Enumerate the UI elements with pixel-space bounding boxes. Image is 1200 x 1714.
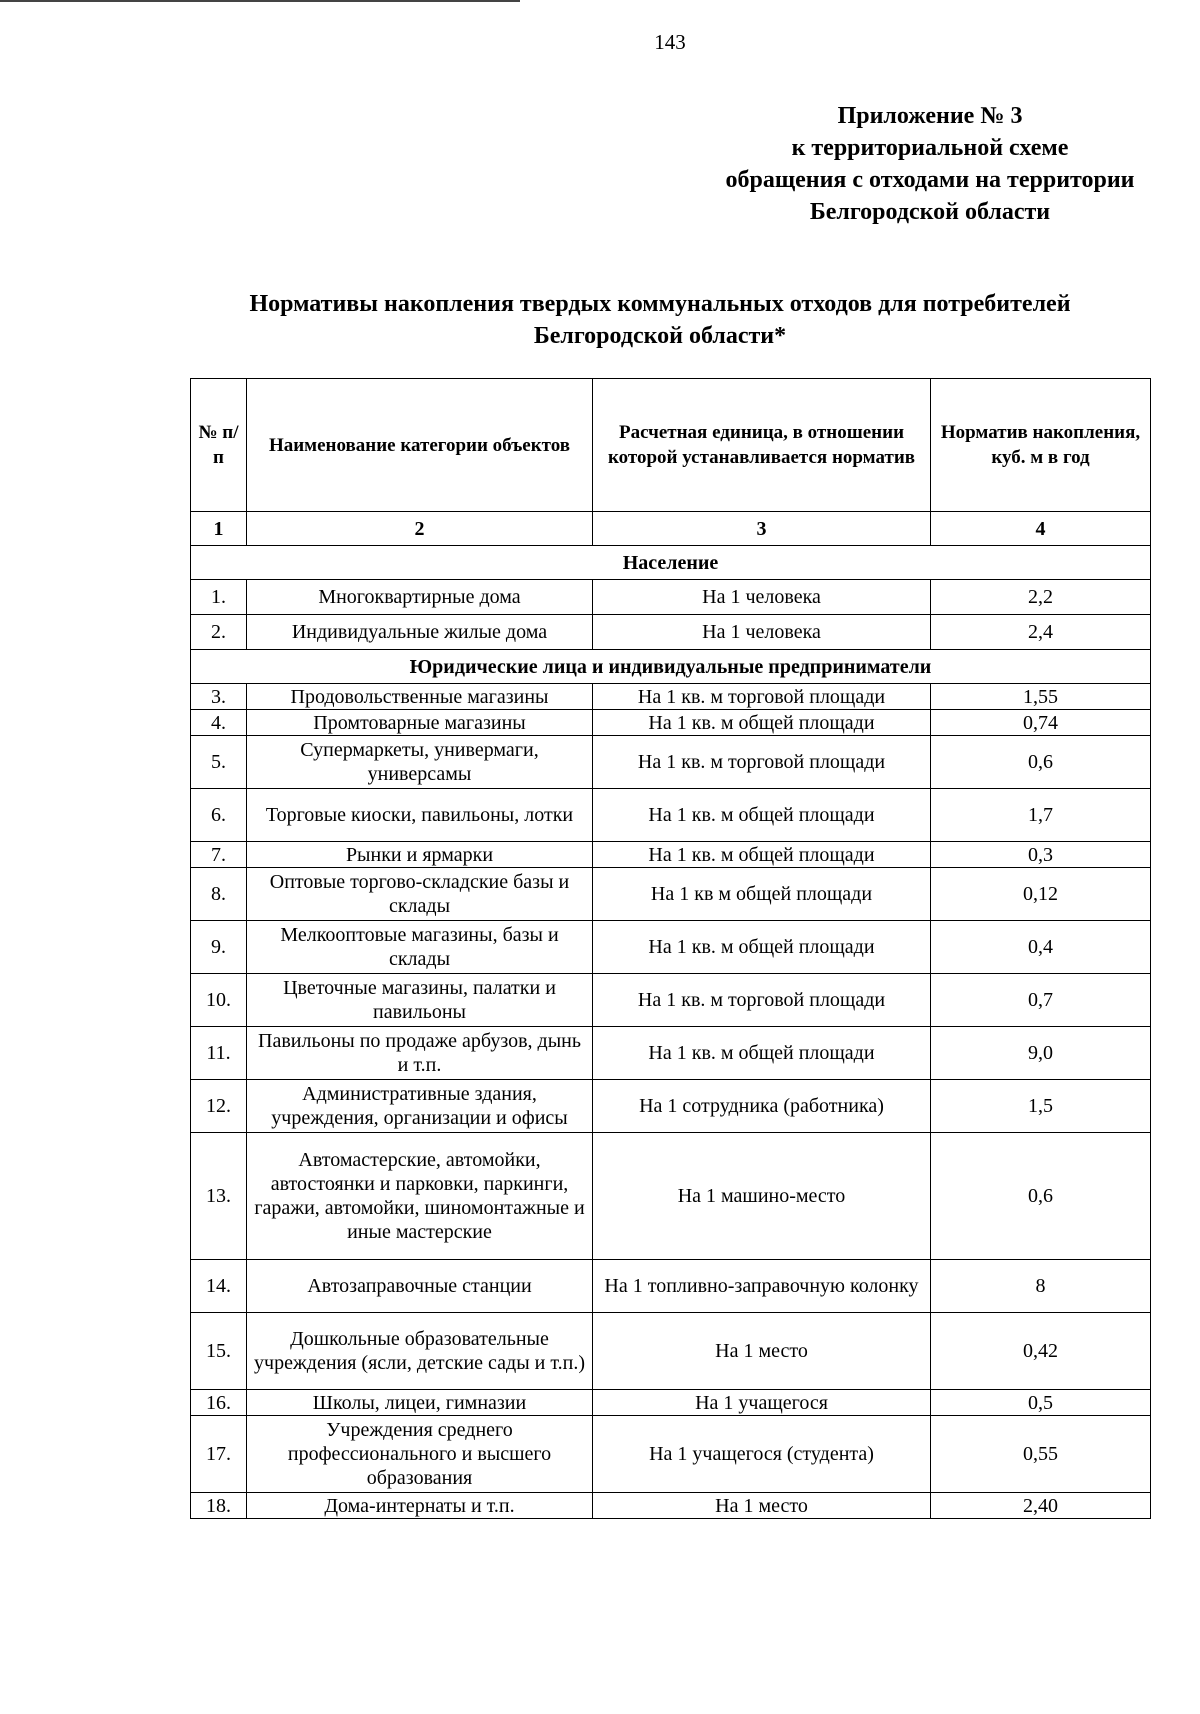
row-category: Торговые киоски, павильоны, лотки <box>247 789 593 842</box>
row-norm: 2,4 <box>931 615 1151 650</box>
row-unit: На 1 кв. м общей площади <box>593 842 931 868</box>
table-row <box>191 1493 1151 1519</box>
row-unit: На 1 кв. м торговой площади <box>593 736 931 789</box>
table-row <box>191 974 1151 1027</box>
row-category: Дома-интернаты и т.п. <box>247 1493 593 1519</box>
table-row <box>191 684 1151 710</box>
row-norm: 0,5 <box>931 1390 1151 1416</box>
page-number: 143 <box>654 30 686 54</box>
row-number: 12. <box>191 1080 247 1133</box>
appendix-line: Приложение № 3 <box>837 103 1023 129</box>
row-unit: На 1 кв. м общей площади <box>593 789 931 842</box>
row-number: 8. <box>191 868 247 921</box>
document-title <box>180 288 1140 352</box>
row-norm: 0,55 <box>931 1416 1151 1493</box>
row-number: 7. <box>191 842 247 868</box>
column-numbers-row <box>191 512 1151 546</box>
appendix-line: к территориальной схеме <box>791 135 1069 161</box>
row-number: 2. <box>191 615 247 650</box>
header-unit: Расчетная единица, в отношении которой устанавливается норматив <box>593 379 931 512</box>
table-row <box>191 868 1151 921</box>
header-norm: Норматив накопления, куб. м в год <box>931 379 1151 512</box>
section-row-population <box>191 546 1151 580</box>
table-row <box>191 615 1151 650</box>
header-number: № п/п <box>191 379 247 512</box>
row-number: 3. <box>191 684 247 710</box>
row-number: 17. <box>191 1416 247 1493</box>
row-number: 9. <box>191 921 247 974</box>
row-category: Продовольственные магазины <box>247 684 593 710</box>
row-norm: 0,4 <box>931 921 1151 974</box>
row-norm: 0,12 <box>931 868 1151 921</box>
row-category: Промтоварные магазины <box>247 710 593 736</box>
table-row <box>191 580 1151 615</box>
row-category: Автомастерские, автомойки, автостоянки и парковки, паркинги, гаражи, автомойки, шиномонтажные и иные мастерские <box>247 1133 593 1260</box>
row-category: Автозаправочные станции <box>247 1260 593 1313</box>
appendix-line: обращения с отходами на территории <box>725 167 1135 193</box>
row-unit: На 1 учащегося (студента) <box>593 1416 931 1493</box>
row-number: 15. <box>191 1313 247 1390</box>
row-number: 10. <box>191 974 247 1027</box>
row-category: Оптовые торгово-складские базы и склады <box>247 868 593 921</box>
row-category: Цветочные магазины, палатки и павильоны <box>247 974 593 1027</box>
row-norm: 1,55 <box>931 684 1151 710</box>
row-number: 5. <box>191 736 247 789</box>
row-number: 13. <box>191 1133 247 1260</box>
row-norm: 0,42 <box>931 1313 1151 1390</box>
column-number: 2 <box>247 512 593 546</box>
section-label: Население <box>191 546 1151 580</box>
row-unit: На 1 кв. м общей площади <box>593 1027 931 1080</box>
row-norm: 0,6 <box>931 1133 1151 1260</box>
row-norm: 0,7 <box>931 974 1151 1027</box>
column-number: 4 <box>931 512 1151 546</box>
row-unit: На 1 кв. м торговой площади <box>593 974 931 1027</box>
title-line: Нормативы накопления твердых коммунальных отходов для потребителей <box>249 291 1071 317</box>
row-number: 4. <box>191 710 247 736</box>
row-category: Дошкольные образовательные учреждения (ясли, детские сады и т.п.) <box>247 1313 593 1390</box>
row-unit: На 1 кв. м общей площади <box>593 710 931 736</box>
column-number: 1 <box>191 512 247 546</box>
row-norm: 1,5 <box>931 1080 1151 1133</box>
row-category: Мелкооптовые магазины, базы и склады <box>247 921 593 974</box>
row-norm: 1,7 <box>931 789 1151 842</box>
row-number: 1. <box>191 580 247 615</box>
appendix-line: Белгородской области <box>809 199 1051 225</box>
table-row <box>191 1416 1151 1493</box>
row-norm: 9,0 <box>931 1027 1151 1080</box>
row-unit: На 1 человека <box>593 580 931 615</box>
row-unit: На 1 кв м общей площади <box>593 868 931 921</box>
row-norm: 2,40 <box>931 1493 1151 1519</box>
row-norm: 0,6 <box>931 736 1151 789</box>
row-unit: На 1 кв. м общей площади <box>593 921 931 974</box>
row-norm: 0,3 <box>931 842 1151 868</box>
row-unit: На 1 машино-место <box>593 1133 931 1260</box>
column-number: 3 <box>593 512 931 546</box>
row-category: Рынки и ярмарки <box>247 842 593 868</box>
table-row <box>191 1027 1151 1080</box>
row-category: Школы, лицеи, гимназии <box>247 1390 593 1416</box>
row-category: Учреждения среднего профессионального и высшего образования <box>247 1416 593 1493</box>
table-row <box>191 1390 1151 1416</box>
row-unit: На 1 топливно-заправочную колонку <box>593 1260 931 1313</box>
table-row <box>191 921 1151 974</box>
row-number: 6. <box>191 789 247 842</box>
table-row <box>191 736 1151 789</box>
row-unit: На 1 человека <box>593 615 931 650</box>
row-category: Индивидуальные жилые дома <box>247 615 593 650</box>
table-row <box>191 1133 1151 1260</box>
table-row <box>191 1313 1151 1390</box>
row-norm: 0,74 <box>931 710 1151 736</box>
row-norm: 8 <box>931 1260 1151 1313</box>
row-unit: На 1 кв. м торговой площади <box>593 684 931 710</box>
table-row <box>191 789 1151 842</box>
row-category: Супермаркеты, универмаги, универсамы <box>247 736 593 789</box>
table-row <box>191 842 1151 868</box>
row-unit: На 1 учащегося <box>593 1390 931 1416</box>
row-number: 18. <box>191 1493 247 1519</box>
row-unit: На 1 сотрудника (работника) <box>593 1080 931 1133</box>
table-row <box>191 1260 1151 1313</box>
table-header-row <box>191 379 1151 512</box>
row-unit: На 1 место <box>593 1313 931 1390</box>
table-row <box>191 710 1151 736</box>
row-category: Павильоны по продаже арбузов, дынь и т.п. <box>247 1027 593 1080</box>
section-row-legal <box>191 650 1151 684</box>
row-norm: 2,2 <box>931 580 1151 615</box>
scan-edge-line <box>0 0 520 6</box>
header-category: Наименование категории объектов <box>247 379 593 512</box>
table-row <box>191 1080 1151 1133</box>
row-number: 16. <box>191 1390 247 1416</box>
row-category: Административные здания, учреждения, организации и офисы <box>247 1080 593 1133</box>
row-category: Многоквартирные дома <box>247 580 593 615</box>
norms-table <box>190 378 1151 1519</box>
title-line: Белгородской области* <box>533 323 787 349</box>
row-number: 11. <box>191 1027 247 1080</box>
section-label: Юридические лица и индивидуальные предприниматели <box>191 650 1151 684</box>
appendix-header <box>600 100 1200 228</box>
row-number: 14. <box>191 1260 247 1313</box>
row-unit: На 1 место <box>593 1493 931 1519</box>
